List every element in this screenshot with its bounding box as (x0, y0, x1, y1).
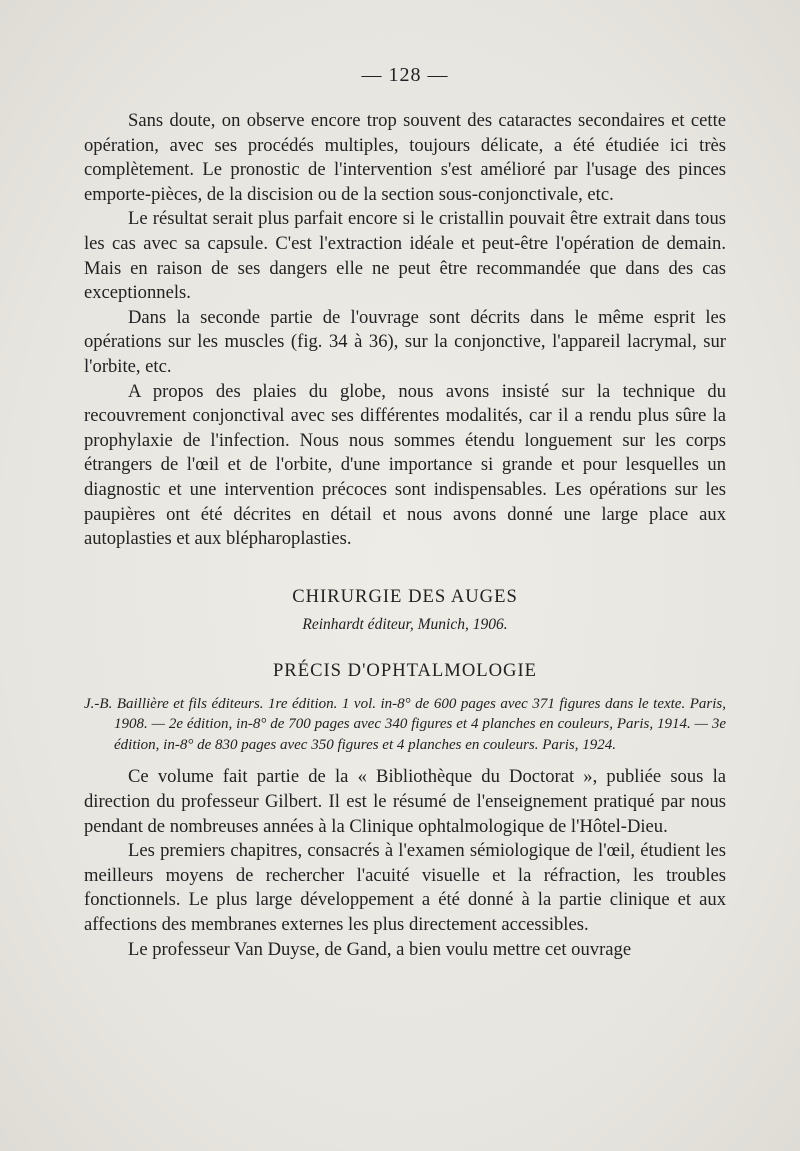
bibliographic-note: J.-B. Baillière et fils éditeurs. 1re édition. 1 vol. in-8° de 600 pages avec 371 figures dans le texte. Paris, 1908. — 2e édition, in-8° de 700 pages avec 340 figures et 4 planches en couleurs, Paris, 1914. — 3e édition, in-8° de 830 pages avec 350 figures et 4 planches en couleurs. Paris, 1924. (84, 695, 726, 753)
section-title: PRÉCIS D'OPHTALMOLOGIE (272, 659, 538, 681)
paragraph: Le professeur Van Duyse, de Gand, a bien voulu mettre cet ouvrage (128, 938, 632, 960)
paragraph: Sans doute, on observe encore trop souvent des cataractes secondaires et cette opération, avec ses procédés multiples, toujours délicate, a été étudiée ici très complètement. Le pronostic de l'intervention s'est amélioré par l'usage des pinces emporte-pièces, de la discision ou de la section sous-conjonctivale, etc. (84, 110, 726, 205)
paragraph: Dans la seconde partie de l'ouvrage sont décrits dans le même esprit les opérations sur les muscles (fig. 34 à 36), sur la conjonctive, l'appareil lacrymal, sur l'orbite, etc. (84, 306, 726, 377)
paragraph: Les premiers chapitres, consacrés à l'examen sémiologique de l'œil, étudient les meilleurs moyens de rechercher l'acuité visuelle et la réfraction, les troubles fonctionnels. Le plus large développement a été donné à la partie clinique et aux affections des membranes externes les plus directement accessibles. (84, 840, 726, 936)
page-number: — 128 — (361, 64, 449, 86)
section-title: CHIRURGIE DES AUGES (292, 585, 518, 607)
text-column (84, 64, 726, 962)
paragraph: Le résultat serait plus parfait encore si le cristallin pouvait être extrait dans tous les cas avec sa capsule. C'est l'extraction idéale et peut-être l'opération de demain. Mais en raison de ses dangers elle ne peut être recommandée que dans des cas exceptionnels. (84, 208, 726, 304)
publisher-line: Reinhardt éditeur, Munich, 1906. (302, 615, 508, 633)
paragraph: A propos des plaies du globe, nous avons insisté sur la technique du recouvrement conjonctival avec ses différentes modalités, car il a rendu plus sûre la prophylaxie de l'infection. Nous nous sommes étendu longuement sur les corps étrangers de l'œil et de l'orbite, d'une importance si grande et pour lesquelles un diagnostic et une intervention précoces sont indispensables. Les opérations sur les paupières ont été décrites en détail et nous avons donné une large place aux autoplasties et aux blépharoplasties. (84, 380, 726, 550)
paragraph: Ce volume fait partie de la « Bibliothèque du Doctorat », publiée sous la direction du professeur Gilbert. Il est le résumé de l'enseignement pratiqué par nous pendant de nombreuses années à la Clinique ophtalmologique de l'Hôtel-Dieu. (84, 766, 726, 837)
